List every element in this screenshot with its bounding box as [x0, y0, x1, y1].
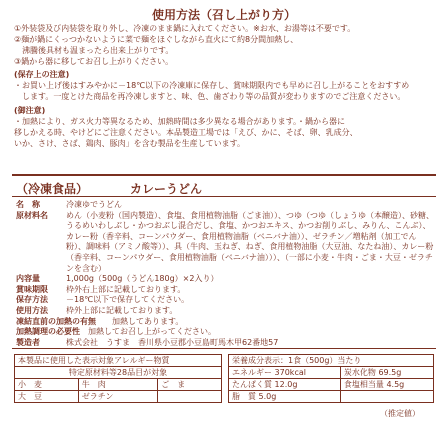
info-label: 凍結直前の加熱の有無 — [16, 316, 96, 326]
divider — [12, 196, 436, 197]
caution-line-2: 移しかえる時、やけどにご注意ください。本品製造工場では「えび、かに、そば、卵、乳成分、 — [14, 128, 358, 137]
info-value: 株式会社 うすま 香川県小豆郡小豆島町馬木甲62番地57 — [66, 337, 279, 347]
info-row — [16, 274, 436, 285]
nutrition-heading: 栄養成分表示：1食（500g）当たり — [229, 355, 434, 367]
info-row — [16, 327, 436, 338]
info-label: 内容量 — [16, 274, 40, 284]
info-row — [16, 338, 436, 349]
allergy-subheading: 特定原材料等28品目が対象 — [15, 367, 222, 379]
info-label: 使用方法 — [16, 305, 48, 315]
info-label: 賞味期限 — [16, 284, 48, 294]
nutrition-cell: エネルギー 370kcal — [229, 367, 341, 379]
allergy-cell: 小 麦 — [15, 379, 79, 391]
estimate-note: （推定値） — [380, 409, 420, 418]
nutrition-cell — [340, 391, 433, 403]
info-row — [16, 306, 436, 317]
allergy-cell: ご ま — [158, 379, 222, 391]
info-value: 冷凍ゆでうどん — [66, 200, 122, 209]
divider — [12, 174, 436, 176]
info-value: －18℃以下で保存してください。 — [66, 295, 190, 305]
nutrition-cell: 炭水化物 69.5g — [340, 367, 433, 379]
info-row — [16, 295, 436, 306]
info-row — [16, 285, 436, 296]
info-label: 名 称 — [16, 200, 40, 209]
usage-line-3: 沸騰後具材も温まったら出来上がりです。 — [14, 46, 174, 55]
usage-line-2: ②麺が鍋にくっつかないように菜で麺をほぐしながら直火にて約8分間加熱し、 — [14, 35, 299, 44]
storage-line-2: します。一度とけた商品を再冷凍しますと、味、色、歯ざわり等の品質が変わりますのでご注意ください。 — [14, 92, 406, 101]
storage-line-1: ・お買い上げ後はすみやかに－18℃以下の冷凍庫に保存し、賞味期限内でも早めに召し上がることをおすすめ — [14, 81, 410, 90]
nutrition-cell: 食塩相当量 4.5g — [340, 379, 433, 391]
product-name: カレーうどん — [130, 182, 203, 196]
product-info-list — [16, 200, 436, 348]
usage-line-4: ③鍋から器に移してお召し上がりください。 — [14, 57, 174, 66]
info-row — [16, 200, 436, 211]
caution-line-3: いか、さけ、さば、鶏肉、豚肉」を含む製品を生産しています。 — [14, 139, 246, 148]
info-value: 1,000g（500g（うどん180g）×2入り） — [66, 274, 219, 284]
info-row — [16, 317, 436, 328]
nutrition-cell: たんぱく質 12.0g — [229, 379, 341, 391]
info-row — [16, 211, 436, 275]
allergy-table — [14, 354, 222, 403]
info-value: 枠外上部に記載しております。 — [66, 305, 178, 315]
allergy-cell — [158, 391, 222, 403]
allergy-cell: 大 豆 — [15, 391, 79, 403]
nutrition-table — [228, 354, 434, 403]
usage-line-1: ①外装袋及び内装袋を取り外し、冷凍のまま鍋に入れてください。※お水、お湯等は不要です。 — [14, 24, 356, 33]
allergy-heading: 本製品に使用した表示対象アレルギー物質 — [15, 355, 222, 367]
info-value: 加熱してお召し上がってください。 — [88, 327, 216, 337]
info-value: 加熱してあります。 — [112, 316, 184, 326]
allergy-cell: ゼラチン — [78, 391, 157, 403]
divider — [12, 348, 436, 349]
caution-line-1: ・加熱により、ガス火力等異なるため、加熱時間は多少異なる場合があります。・鍋から器に — [14, 117, 346, 126]
info-label: 保存方法 — [16, 295, 48, 305]
info-label: 原材料名 — [16, 210, 48, 220]
storage-heading: (保存上の注意) — [14, 70, 70, 79]
nutrition-cell: 脂 質 5.0g — [229, 391, 341, 403]
food-category-label: （冷凍食品） — [16, 182, 89, 196]
usage-title: 使用方法（召し上がり方） — [151, 8, 296, 22]
caution-heading: (御注意) — [14, 106, 46, 115]
allergy-cell: 牛 肉 — [78, 379, 157, 391]
info-value: 枠外右上部に記載しております。 — [66, 284, 186, 294]
info-value: めん（小麦粉（国内製造）、食塩、食用植物油脂（ごま油））、つゆ（つゆ（しょうゆ（本醸造）、砂糖、うるめいわしぶし・かつおぶし混合だし、食塩、かつおエキス、かつお削りぶし、みりん、こんぶ）、カレー粉（香辛料、コーンパウダー、食用植物油脂（ベニバナ油））、ゼラチン／増粘剤（加工でん粉）、調味料（アミノ酸等））、具（牛肉、玉ねぎ、ねぎ、食用植物油脂（大豆油、なたね油）、カレー粉（香辛料、コーンパウダー、食用植物油脂（ベニバナ油）））、（一部に小麦・牛肉・ごま・大豆・ゼラチンを含む） — [66, 210, 434, 273]
info-label: 加熱調理の必要性 — [16, 327, 80, 337]
info-label: 製造者 — [16, 337, 40, 347]
